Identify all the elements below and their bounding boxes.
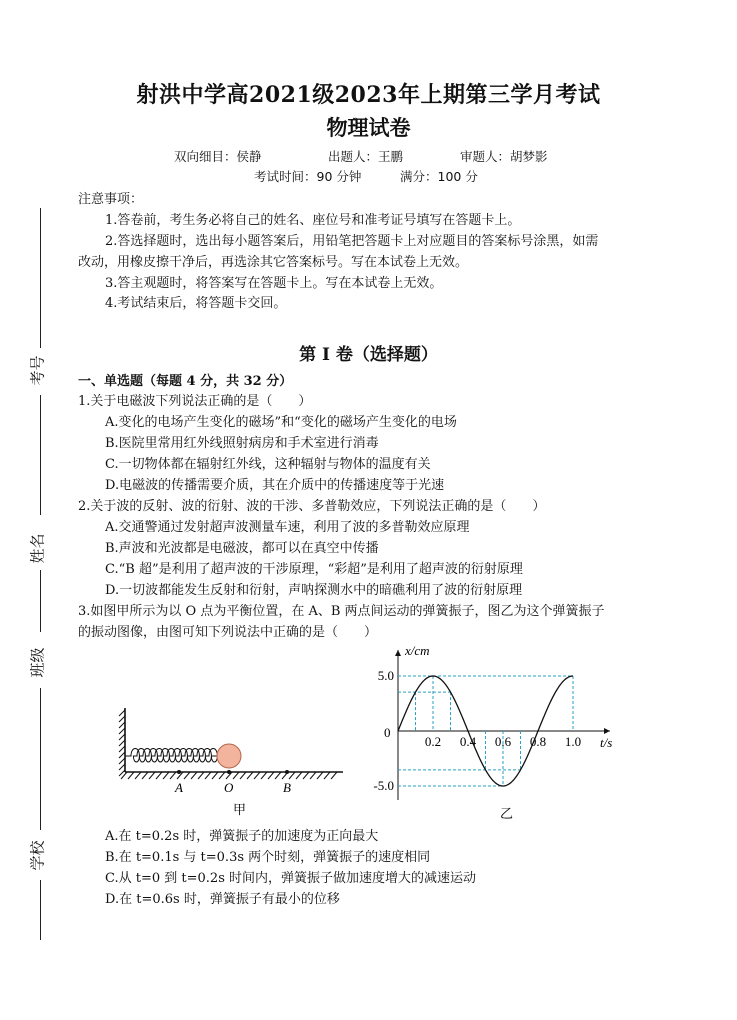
author: 出题人：王鹏 xyxy=(328,149,404,164)
exam-title: 射洪中学高2021级2023年上期第三学月考试 xyxy=(136,82,601,108)
question-stem: 的振动图像，由图可知下列说法中正确的是（ ） xyxy=(78,625,378,640)
point-b-label: B xyxy=(283,780,291,795)
side-label-school: 学校 xyxy=(28,840,47,871)
question-option: D.一切波都能发生反射和衍射，声呐探测水中的暗礁利用了波的衍射原理 xyxy=(105,583,523,598)
question-stem: 2.关于波的反射、波的衍射、波的干涉、多普勒效应，下列说法正确的是（ ） xyxy=(78,499,546,514)
figure-jia-caption: 甲 xyxy=(233,802,247,817)
question-option: A.交通警通过发射超声波测量车速，利用了波的多普勒效应原理 xyxy=(105,520,470,535)
binding-line xyxy=(40,688,41,830)
wall-icon xyxy=(119,708,125,776)
question-option: B.医院里常用红外线照射病房和手术室进行消毒 xyxy=(105,436,379,451)
floor xyxy=(121,772,343,779)
notice-heading: 注意事项： xyxy=(78,192,144,207)
notice-item: 改动，用橡皮擦干净后，再选涂其它答案标号。写在本试卷上无效。 xyxy=(78,255,469,270)
spring-oscillator-figure xyxy=(115,700,355,825)
question-option: B.在 t=0.1s 与 t=0.3s 两个时刻，弹簧振子的速度相同 xyxy=(105,850,431,865)
question-option: C.“B 超”是利用了超声波的干涉原理，“彩超”是利用了超声波的衍射原理 xyxy=(105,562,523,577)
binding-line xyxy=(40,208,41,348)
notice-item: 3.答主观题时，将答案写在答题卡上。写在本试卷上无效。 xyxy=(105,276,443,291)
binding-line xyxy=(40,570,41,632)
question-option: A.在 t=0.2s 时，弹簧振子的加速度为正向最大 xyxy=(105,829,379,844)
x-tick-label: 0.4 xyxy=(459,734,477,749)
side-label-name: 姓名 xyxy=(28,533,47,564)
point-a-label: A xyxy=(175,780,183,795)
exam-time: 考试时间：90 分钟 xyxy=(254,169,362,184)
point-a-dot xyxy=(177,770,181,774)
section-title: 第 I 卷（选择题） xyxy=(299,345,438,365)
question-option: D.在 t=0.6s 时，弹簧振子有最小的位移 xyxy=(105,892,340,907)
x-axis-label: t/s xyxy=(600,735,613,750)
question-option: C.从 t=0 到 t=0.2s 时间内，弹簧振子做加速度增大的减速运动 xyxy=(105,871,476,886)
exam-subject: 物理试卷 xyxy=(326,115,411,140)
x-tick-label: 0.6 xyxy=(494,734,512,749)
y-tick-label: 5.0 xyxy=(377,668,394,683)
point-b-dot xyxy=(285,770,289,774)
question-stem: 1.关于电磁波下列说法正确的是（ ） xyxy=(78,394,312,409)
x-tick-label: 1.0 xyxy=(564,734,582,749)
notice-item: 2.答选择题时，选出每小题答案后，用铅笔把答题卡上对应题目的答案标号涂黑，如需 xyxy=(105,234,599,249)
question-option: D.电磁波的传播需要介质，其在介质中的传播速度等于光速 xyxy=(105,478,445,493)
reviewer: 审题人：胡梦影 xyxy=(460,149,548,164)
y-axis-label: x/cm xyxy=(405,643,430,658)
part-heading: 一、单选题（每题 4 分，共 32 分） xyxy=(78,374,293,389)
x-tick-label: 0.8 xyxy=(529,734,547,749)
binding-line xyxy=(40,395,41,515)
point-o-dot xyxy=(227,770,231,774)
full-score: 满分：100 分 xyxy=(400,169,478,184)
notice-item: 4.考试结束后，将答题卡交回。 xyxy=(105,296,287,311)
vibration-graph xyxy=(360,640,620,825)
question-option: B.声波和光波都是电磁波，都可以在真空中传播 xyxy=(105,541,379,556)
x-tick-label: 0.2 xyxy=(424,734,442,749)
question-option: C.一切物体都在辐射红外线，这种辐射与物体的温度有关 xyxy=(105,457,431,472)
notice-item: 1.答卷前，考生务必将自己的姓名、座位号和准考证号填写在答题卡上。 xyxy=(105,213,521,228)
point-o-label: O xyxy=(224,780,234,795)
ball-icon xyxy=(217,744,241,768)
side-label-exam-number: 考号 xyxy=(28,355,47,386)
question-option: A.变化的电场产生变化的磁场”和“变化的磁场产生变化的电场 xyxy=(105,415,457,430)
y-tick-label: -5.0 xyxy=(373,778,394,793)
question-stem: 3.如图甲所示为以 O 点为平衡位置，在 A、B 两点间运动的弹簧振子，图乙为这个弹簧振子 xyxy=(78,604,605,619)
figure-yi-caption: 乙 xyxy=(500,806,514,821)
designer: 双向细目：侯静 xyxy=(174,149,262,164)
spring-icon xyxy=(125,749,217,763)
side-label-class: 班级 xyxy=(28,647,47,678)
origin-label: 0 xyxy=(384,725,391,740)
binding-line xyxy=(40,880,41,940)
